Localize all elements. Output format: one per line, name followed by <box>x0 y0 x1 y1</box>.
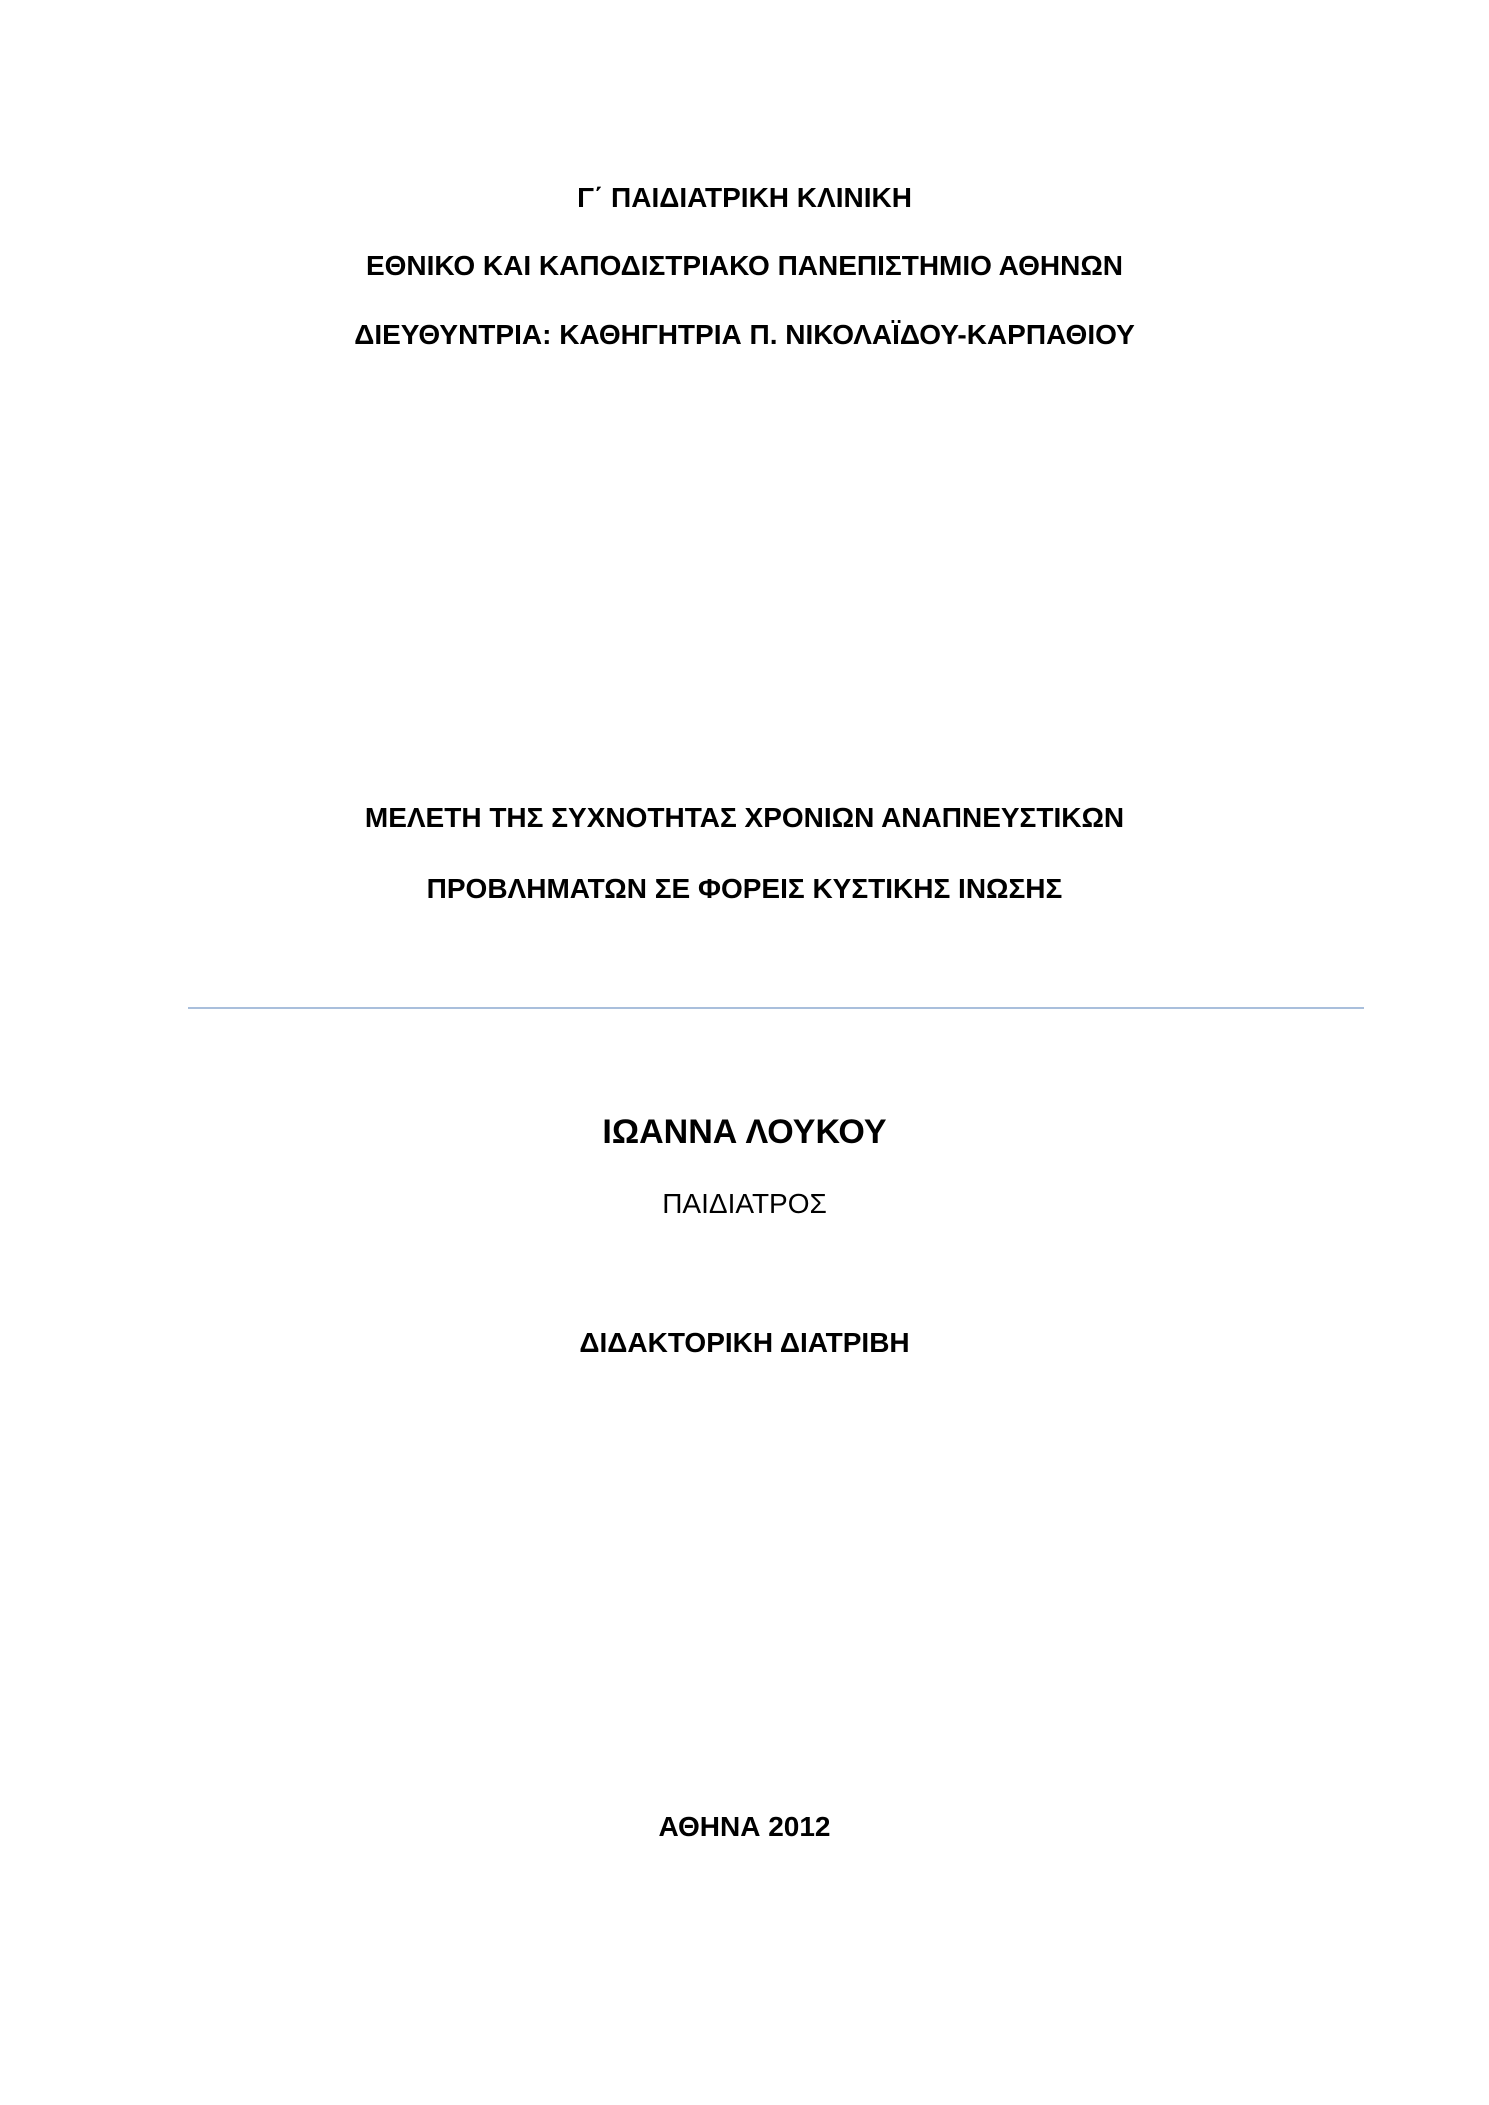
horizontal-divider <box>188 1007 1364 1009</box>
clinic-heading: Γ΄ ΠΑΙΔΙΑΤΡΙΚΗ ΚΛΙΝΙΚΗ <box>577 182 912 213</box>
document-type: ΔΙΔΑΚΤΟΡΙΚΗ ΔΙΑΤΡΙΒΗ <box>579 1327 910 1358</box>
author-role: ΠΑΙΔΙΑΤΡΟΣ <box>662 1188 827 1219</box>
thesis-title-line-1: ΜΕΛΕΤΗ ΤΗΣ ΣΥΧΝΟΤΗΤΑΣ ΧΡΟΝΙΩΝ ΑΝΑΠΝΕΥΣΤΙΚΩΝ <box>364 802 1125 833</box>
author-name: ΙΩΑΝΝΑ ΛΟΥΚΟΥ <box>602 1113 887 1151</box>
university-heading: ΕΘΝΙΚΟ ΚΑΙ ΚΑΠΟΔΙΣΤΡΙΑΚΟ ΠΑΝΕΠΙΣΤΗΜΙΟ ΑΘΗΝΩΝ <box>365 250 1124 281</box>
thesis-title-line-2: ΠΡΟΒΛΗΜΑΤΩΝ ΣΕ ΦΟΡΕΙΣ ΚΥΣΤΙΚΗΣ ΙΝΩΣΗΣ <box>426 873 1063 904</box>
director-heading: ΔΙΕΥΘΥΝΤΡΙΑ: ΚΑΘΗΓΗΤΡΙΑ Π. ΝΙΚΟΛΑΪΔΟΥ-ΚΑΡΠΑΘΙΟΥ <box>354 319 1135 350</box>
place-year: ΑΘΗΝΑ 2012 <box>658 1811 831 1842</box>
